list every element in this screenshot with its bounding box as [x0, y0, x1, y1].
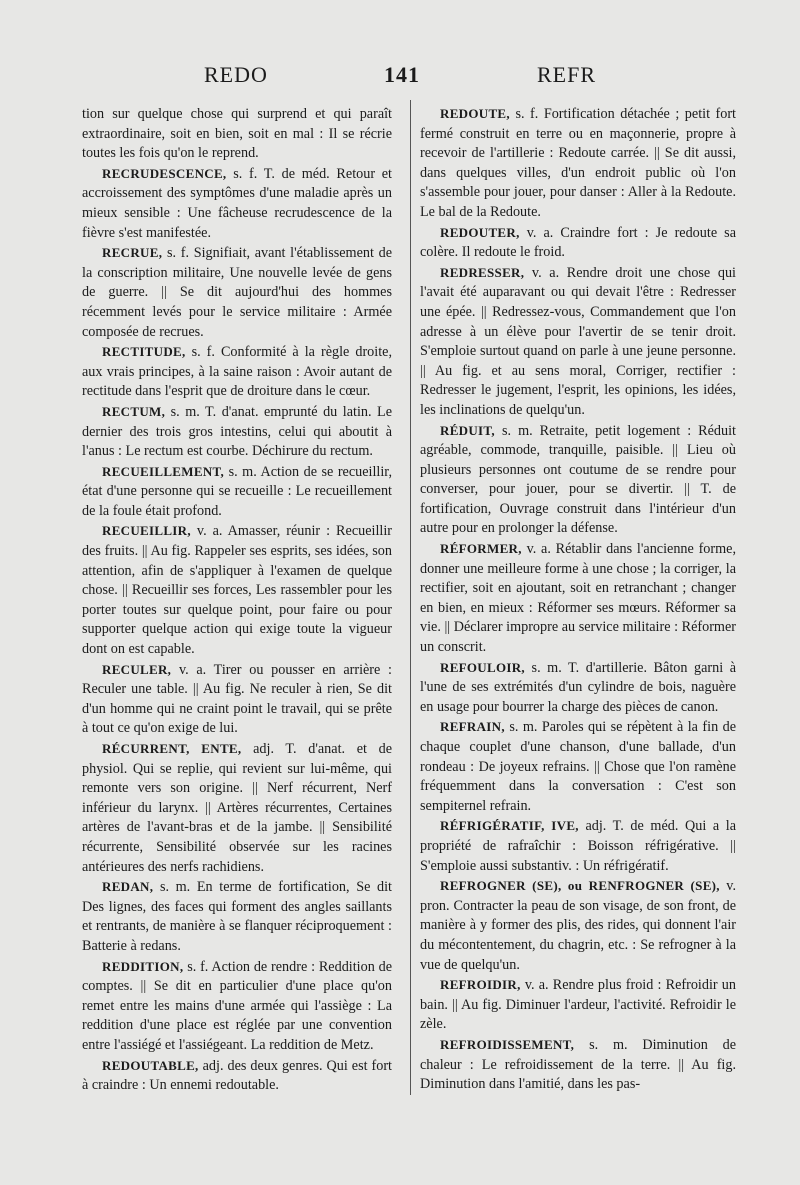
entry-text: s. m. T. d'anat. emprunté du latin. Le dernier des trois gros intestins, celui qui aboutit à l'anus : Le rectum est courbe. Déchirure du rectum. [82, 403, 392, 460]
entry-text: v. a. Rétablir dans l'ancienne forme, donner une meilleure forme à une chose ; la corriger, la rectifier, soit en ajoutant, soit en retranchant ; changer en bien, en mieux : Réformer ses mœurs. Réformer sa vie. || Déclarer impropre au service militaire : Réformer un conscrit. [420, 541, 737, 656]
entry-text: tion sur quelque chose qui surprend et qui paraît extraordinaire, soit en bien, soit en mal : Il se récrie toutes les fois qu'on le reprend. [82, 106, 392, 162]
entry-text: v. pron. Contracter la peau de son visage, de son front, de manière à y former des plis, des rides, qui donnent l'air du mécontentement, du chagrin, etc. : Se refrogner à la vue de quelqu'un. [420, 878, 736, 973]
dictionary-entry [420, 1035, 736, 1095]
entry-text: s. m. Action de se recueillir, état d'une personne qui se recueille : Le recueillement de la foule était profond. [82, 463, 393, 519]
header-right-guide-word: REFR [537, 62, 597, 87]
dictionary-entry [420, 223, 736, 263]
entry-text: adj. des deux genres. Qui est fort à craindre : Un ennemi redoutable. [82, 1057, 392, 1094]
entry-text: v. a. Rendre droit une chose qui l'avait été auparavant ou qui devait l'être : Redresser une épée. || Redressez-vous, Commandement que l'on adresse à un élève pour l'avertir de se tenir droit. S'emploie surtout quand on parle à une jeune personne. || Au fig. et au sens moral, Corriger, rectifier : Redresser le jugement, l'esprit, les opinions, les idées, les inclinations de quelqu'un. [420, 264, 736, 418]
dictionary-entry [420, 717, 736, 816]
entry-text: s. m. T. d'artillerie. Bâton garni à l'une de ses extrémités d'un cylindre de bois, naguère en usage pour bourrer la charge des pièces de canon. [420, 659, 737, 715]
dictionary-entry [82, 243, 392, 342]
entry-headword: RECTITUDE, [102, 344, 186, 360]
entry-headword: RECUEILLIR, [102, 523, 191, 539]
dictionary-entry [82, 462, 392, 522]
dictionary-entry [420, 263, 736, 421]
entry-headword: REDRESSER, [440, 264, 525, 280]
entry-headword: RECUEILLEMENT, [102, 463, 225, 479]
entry-headword: RECTUM, [102, 403, 166, 419]
dictionary-entry [420, 975, 736, 1035]
entry-headword: REDAN, [102, 879, 154, 895]
dictionary-entry [420, 658, 736, 718]
page-header [0, 62, 800, 92]
column-divider [410, 100, 411, 1095]
entry-text: v. a. Tirer ou pousser en arrière : Reculer une table. || Au fig. Ne reculer à rien, Se dit d'un homme qui ne craint point le travail, qui se prête à tout ce qu'on exige de lui. [82, 661, 392, 737]
dictionary-entry [82, 957, 392, 1056]
entry-text: s. f. Fortification détachée ; petit fort fermé construit en terre ou en maçonnerie, propre à recevoir de l'artillerie : Redoute carrée. || Se dit aussi, dans quelques villes, d'un endroit public où l'on s'assemble pour jouer, pour danser : Aller à la Redoute. Le bal de la Redoute. [420, 106, 737, 220]
entry-headword: REFROGNER (SE), ou RENFROGNER (SE), [440, 878, 720, 894]
dictionary-entry [82, 342, 392, 402]
entry-headword: RECRUE, [102, 245, 163, 261]
entry-headword: REFRAIN, [440, 719, 505, 735]
dictionary-entry [420, 816, 736, 876]
entry-headword: REDOUTER, [440, 224, 520, 240]
dictionary-entry [82, 877, 392, 956]
entry-text: adj. T. d'anat. et de physiol. Qui se replie, qui revient sur lui-même, qui remonte vers son origine. || Nerf récurrent, Nerf inférieur du larynx. || Artères récurrentes, Certaines artères de l'avant-bras et de la jambe. || Sensibilité récurrente, Sensibilité observée sur les racines antérieures des nerfs rachidiens. [82, 741, 393, 875]
entry-headword: REFROIDIR, [440, 977, 521, 993]
dictionary-entry [420, 539, 736, 658]
entry-text: s. m. Paroles qui se répètent à la fin de chaque couplet d'une chanson, d'une ballade, d'un rondeau : De joyeux refrains. || Chose que l'on ramène fréquemment dans la conversation : C'est son sempiternel refrain. [420, 719, 736, 814]
entry-text: s. f. Signifiait, avant l'établissement de la conscription militaire, Une nouvelle levée de gens de guerre. || Se dit aujourd'hui des hommes récemment levés pour le service militaire : Armée composée de recrues. [82, 245, 392, 340]
entry-text: s. m. En terme de fortification, Se dit Des lignes, des faces qui forment des angles saillants et rentrants, de manière à se flanquer réciproquement : Batterie à redans. [82, 879, 393, 954]
right-column [420, 104, 736, 1095]
dictionary-entry [82, 402, 392, 462]
entry-text: v. a. Craindre fort : Je redoute sa colère. Il redoute le froid. [420, 224, 736, 261]
entry-headword: REFOULOIR, [440, 659, 525, 675]
dictionary-entry [82, 521, 392, 659]
entry-text: s. f. Conformité à la règle droite, aux vrais principes, à la saine raison : Avoir autant de rectitude dans l'esprit que de droiture dans le cœur. [82, 344, 393, 400]
entry-text: adj. T. de méd. Qui a la propriété de rafraîchir : Boisson réfrigérative. || S'emploie aussi substantiv. : Un réfrigératif. [420, 818, 737, 874]
entry-headword: RÉFORMER, [440, 541, 522, 557]
dictionary-entry [82, 1056, 392, 1096]
entry-headword: RECULER, [102, 661, 172, 677]
dictionary-entry [82, 104, 392, 164]
entry-headword: REDDITION, [102, 958, 184, 974]
entry-text: s. m. Retraite, petit logement : Réduit agréable, commode, tranquille, paisible. || Lieu où plusieurs personnes ont coutume de se rendre pour converser, pour jouer, pour se divertir. || T. de fortification, Ouvrage construit dans l'intérieur d'un autre pour en prolonger la défense. [420, 422, 737, 537]
dictionary-entry [420, 876, 736, 975]
entry-headword: RÉCURRENT, ENTE, [102, 741, 242, 756]
entry-text: v. a. Amasser, réunir : Recueillir des fruits. || Au fig. Rappeler ses esprits, ses idées, son attention, afin de s'appliquer à l'examen de quelque chose. || Recueillir ses forces, Les rassembler pour les porter toutes sur quelque point, pour faire ou pour supporter quelque action qui exige toute la vigueur dont on est capable. [82, 523, 392, 658]
entry-headword: RÉFRIGÉRATIF, IVE, [440, 818, 579, 834]
entry-headword: RECRUDESCENCE, [102, 165, 227, 181]
header-left-guide-word: REDO [204, 62, 268, 87]
entry-headword: REDOUTE, [440, 106, 510, 121]
left-column [82, 104, 392, 1096]
entry-text: s. f. T. de méd. Retour et accroissement des symptômes d'une maladie après un mieux sensible : Une fâcheuse recrudescence de la fièvre s'est manifestée. [82, 165, 393, 241]
entry-text: v. a. Rendre plus froid : Refroidir un bain. || Au fig. Diminuer l'ardeur, l'activité. Refroidir le zèle. [420, 977, 736, 1033]
entry-headword: RÉDUIT, [440, 422, 495, 438]
entry-text: s. m. Diminution de chaleur : Le refroidissement de la terre. || Au fig. Diminution dans l'amitié, dans les pas- [420, 1036, 736, 1093]
dictionary-entry [82, 660, 392, 739]
entry-headword: REFROIDISSEMENT, [440, 1036, 575, 1052]
dictionary-entry [420, 104, 736, 223]
page-number: 141 [384, 62, 420, 87]
dictionary-entry [82, 739, 392, 877]
dictionary-entry [420, 421, 736, 540]
entry-headword: REDOUTABLE, [102, 1057, 199, 1073]
dictionary-entry [82, 164, 392, 243]
entry-text: s. f. Action de rendre : Reddition de comptes. || Se dit en particulier d'une place qu'on remet entre les mains d'une armée qui l'assiège : La reddition d'une place est réglée par une convention entre l'assiégé et l'assiégeant. La reddition de Metz. [82, 958, 393, 1053]
